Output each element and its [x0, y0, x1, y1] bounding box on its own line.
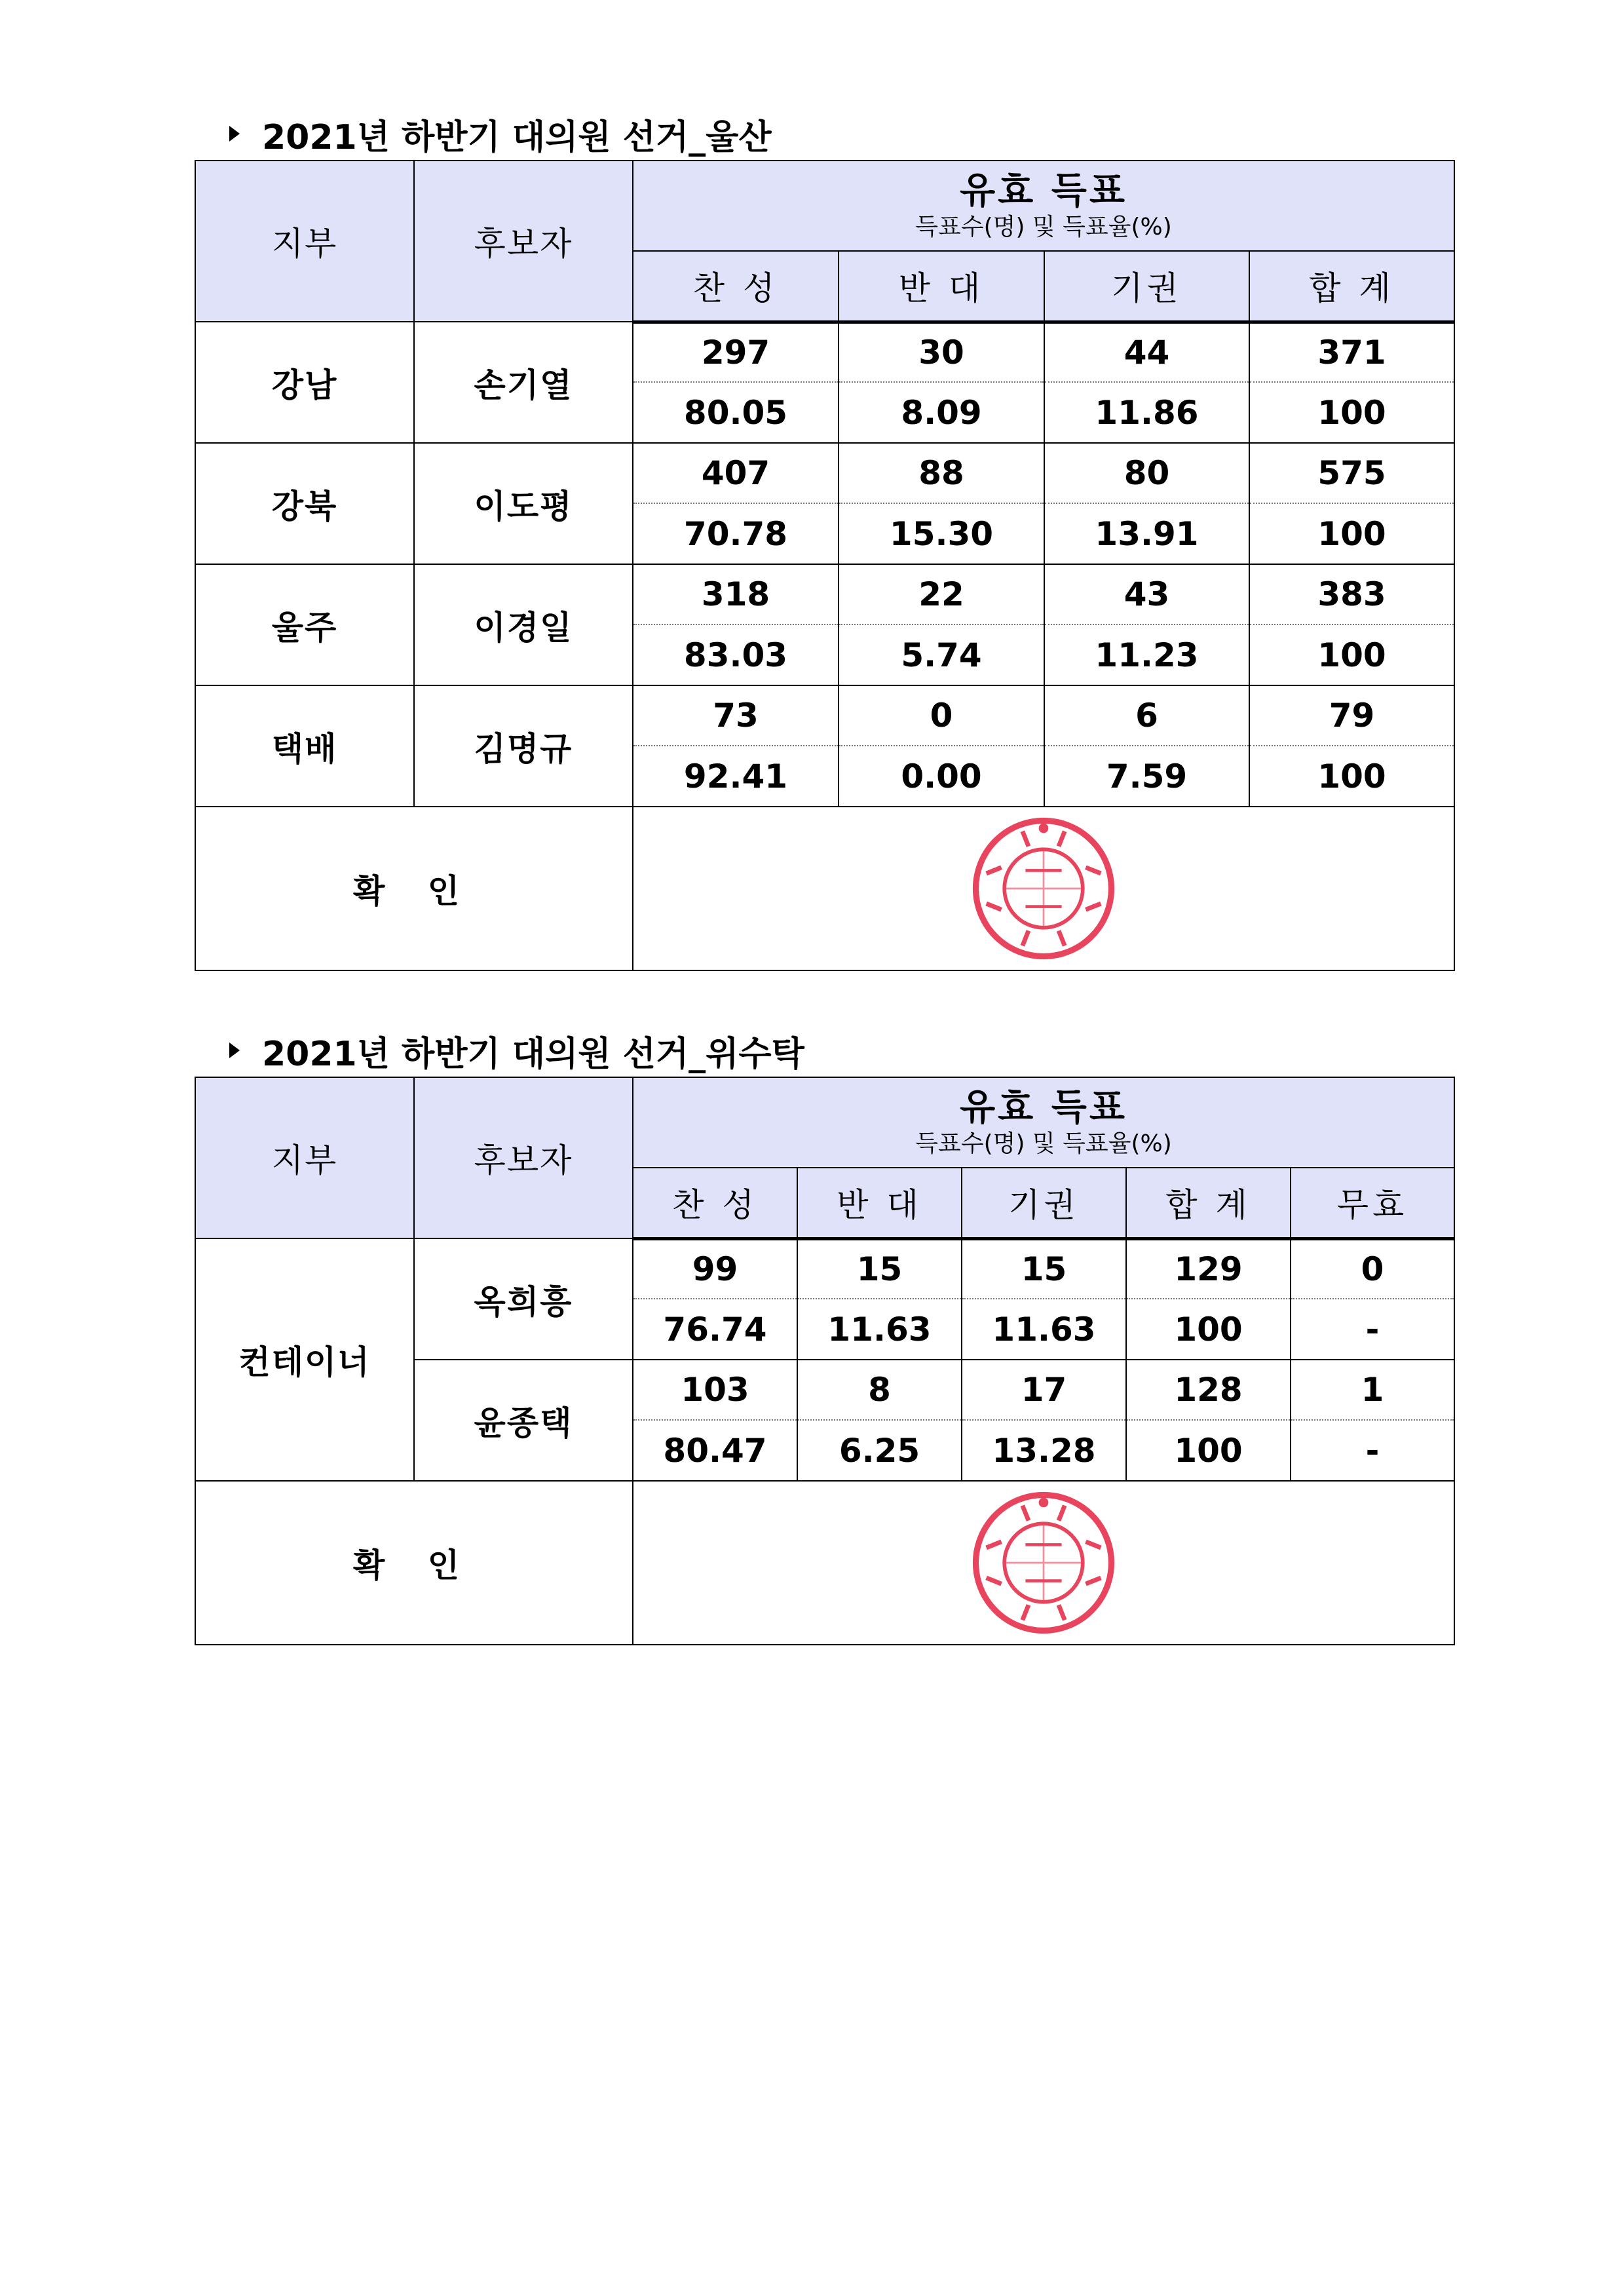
header-oppose: 반 대 — [797, 1168, 962, 1238]
header-approve: 찬 성 — [633, 1168, 797, 1238]
header-candidate: 후보자 — [414, 161, 633, 322]
candidate-cell: 이경일 — [414, 564, 633, 685]
candidate-cell: 김명규 — [414, 685, 633, 807]
rate-cell: 100 — [1126, 1299, 1291, 1360]
votes-cell: 8 — [797, 1360, 962, 1420]
votes-cell: 383 — [1249, 564, 1454, 624]
votes-cell: 371 — [1249, 322, 1454, 382]
triangle-bullet-icon — [229, 1043, 240, 1058]
rate-cell: 15.30 — [839, 503, 1044, 564]
seal-cell — [633, 1481, 1454, 1645]
votes-cell: 88 — [839, 443, 1044, 503]
rate-cell: 11.63 — [797, 1299, 962, 1360]
header-oppose: 반 대 — [839, 251, 1044, 322]
rate-cell: - — [1291, 1299, 1454, 1360]
header-branch: 지부 — [195, 161, 414, 322]
votes-cell: 318 — [633, 564, 839, 624]
rate-cell: 80.05 — [633, 382, 839, 443]
votes-cell: 128 — [1126, 1360, 1291, 1420]
header-invalid: 무효 — [1291, 1168, 1454, 1238]
rate-cell: 11.86 — [1044, 382, 1249, 443]
results-table-consignment — [195, 1077, 1455, 1645]
header-abstain: 기권 — [962, 1168, 1126, 1238]
rate-cell: 11.23 — [1044, 624, 1249, 685]
rate-cell: 13.91 — [1044, 503, 1249, 564]
section-title-text: 2021년 하반기 대의원 선거_울산 — [262, 117, 772, 157]
branch-cell: 컨테이너 — [195, 1238, 414, 1481]
votes-cell: 1 — [1291, 1360, 1454, 1420]
rate-cell: 7.59 — [1044, 746, 1249, 807]
votes-cell: 15 — [797, 1238, 962, 1299]
official-seal-icon — [968, 813, 1119, 964]
rate-cell: 80.47 — [633, 1420, 797, 1481]
votes-cell: 297 — [633, 322, 839, 382]
votes-cell: 44 — [1044, 322, 1249, 382]
votes-cell: 79 — [1249, 685, 1454, 746]
votes-cell: 575 — [1249, 443, 1454, 503]
rate-cell: 100 — [1249, 624, 1454, 685]
branch-cell: 택배 — [195, 685, 414, 807]
rate-cell: 100 — [1126, 1420, 1291, 1481]
votes-cell: 0 — [839, 685, 1044, 746]
votes-cell: 73 — [633, 685, 839, 746]
header-approve: 찬 성 — [633, 251, 839, 322]
rate-cell: 92.41 — [633, 746, 839, 807]
effective-votes-subtitle: 득표수(명) 및 득표율(%) — [915, 1130, 1172, 1157]
official-seal-icon — [968, 1487, 1119, 1638]
votes-cell: 407 — [633, 443, 839, 503]
votes-cell: 80 — [1044, 443, 1249, 503]
effective-votes-title: 유효 득표 — [960, 170, 1127, 212]
effective-votes-title: 유효 득표 — [960, 1086, 1127, 1129]
rate-cell: 76.74 — [633, 1299, 797, 1360]
votes-cell: 0 — [1291, 1238, 1454, 1299]
results-table-ulsan — [195, 160, 1455, 971]
votes-cell: 17 — [962, 1360, 1126, 1420]
rate-cell: 5.74 — [839, 624, 1044, 685]
branch-cell: 강남 — [195, 322, 414, 443]
branch-cell: 강북 — [195, 443, 414, 564]
rate-cell: 100 — [1249, 746, 1454, 807]
votes-cell: 99 — [633, 1238, 797, 1299]
votes-cell: 103 — [633, 1360, 797, 1420]
candidate-cell: 이도평 — [414, 443, 633, 564]
candidate-cell: 윤종택 — [414, 1360, 633, 1481]
votes-cell: 22 — [839, 564, 1044, 624]
section-title-text: 2021년 하반기 대의원 선거_위수탁 — [262, 1034, 804, 1074]
votes-cell: 129 — [1126, 1238, 1291, 1299]
candidate-cell: 옥희흥 — [414, 1238, 633, 1360]
rate-cell: 8.09 — [839, 382, 1044, 443]
candidate-cell: 손기열 — [414, 322, 633, 443]
section-title-ulsan — [229, 107, 772, 160]
header-abstain: 기권 — [1044, 251, 1249, 322]
header-branch: 지부 — [195, 1077, 414, 1238]
confirm-label: 확 인 — [195, 1481, 633, 1645]
section-title-consignment — [229, 1024, 804, 1077]
votes-cell: 30 — [839, 322, 1044, 382]
effective-votes-subtitle: 득표수(명) 및 득표율(%) — [915, 214, 1172, 240]
confirm-label: 확 인 — [195, 807, 633, 970]
votes-cell: 43 — [1044, 564, 1249, 624]
header-effective-votes — [633, 1077, 1454, 1168]
branch-cell: 울주 — [195, 564, 414, 685]
rate-cell: 6.25 — [797, 1420, 962, 1481]
header-total: 합 계 — [1249, 251, 1454, 322]
header-candidate: 후보자 — [414, 1077, 633, 1238]
rate-cell: 83.03 — [633, 624, 839, 685]
rate-cell: - — [1291, 1420, 1454, 1481]
votes-cell: 6 — [1044, 685, 1249, 746]
seal-cell — [633, 807, 1454, 970]
rate-cell: 70.78 — [633, 503, 839, 564]
rate-cell: 11.63 — [962, 1299, 1126, 1360]
rate-cell: 100 — [1249, 382, 1454, 443]
triangle-bullet-icon — [229, 126, 240, 142]
header-effective-votes — [633, 161, 1454, 251]
rate-cell: 100 — [1249, 503, 1454, 564]
header-total: 합 계 — [1126, 1168, 1291, 1238]
rate-cell: 0.00 — [839, 746, 1044, 807]
rate-cell: 13.28 — [962, 1420, 1126, 1481]
votes-cell: 15 — [962, 1238, 1126, 1299]
